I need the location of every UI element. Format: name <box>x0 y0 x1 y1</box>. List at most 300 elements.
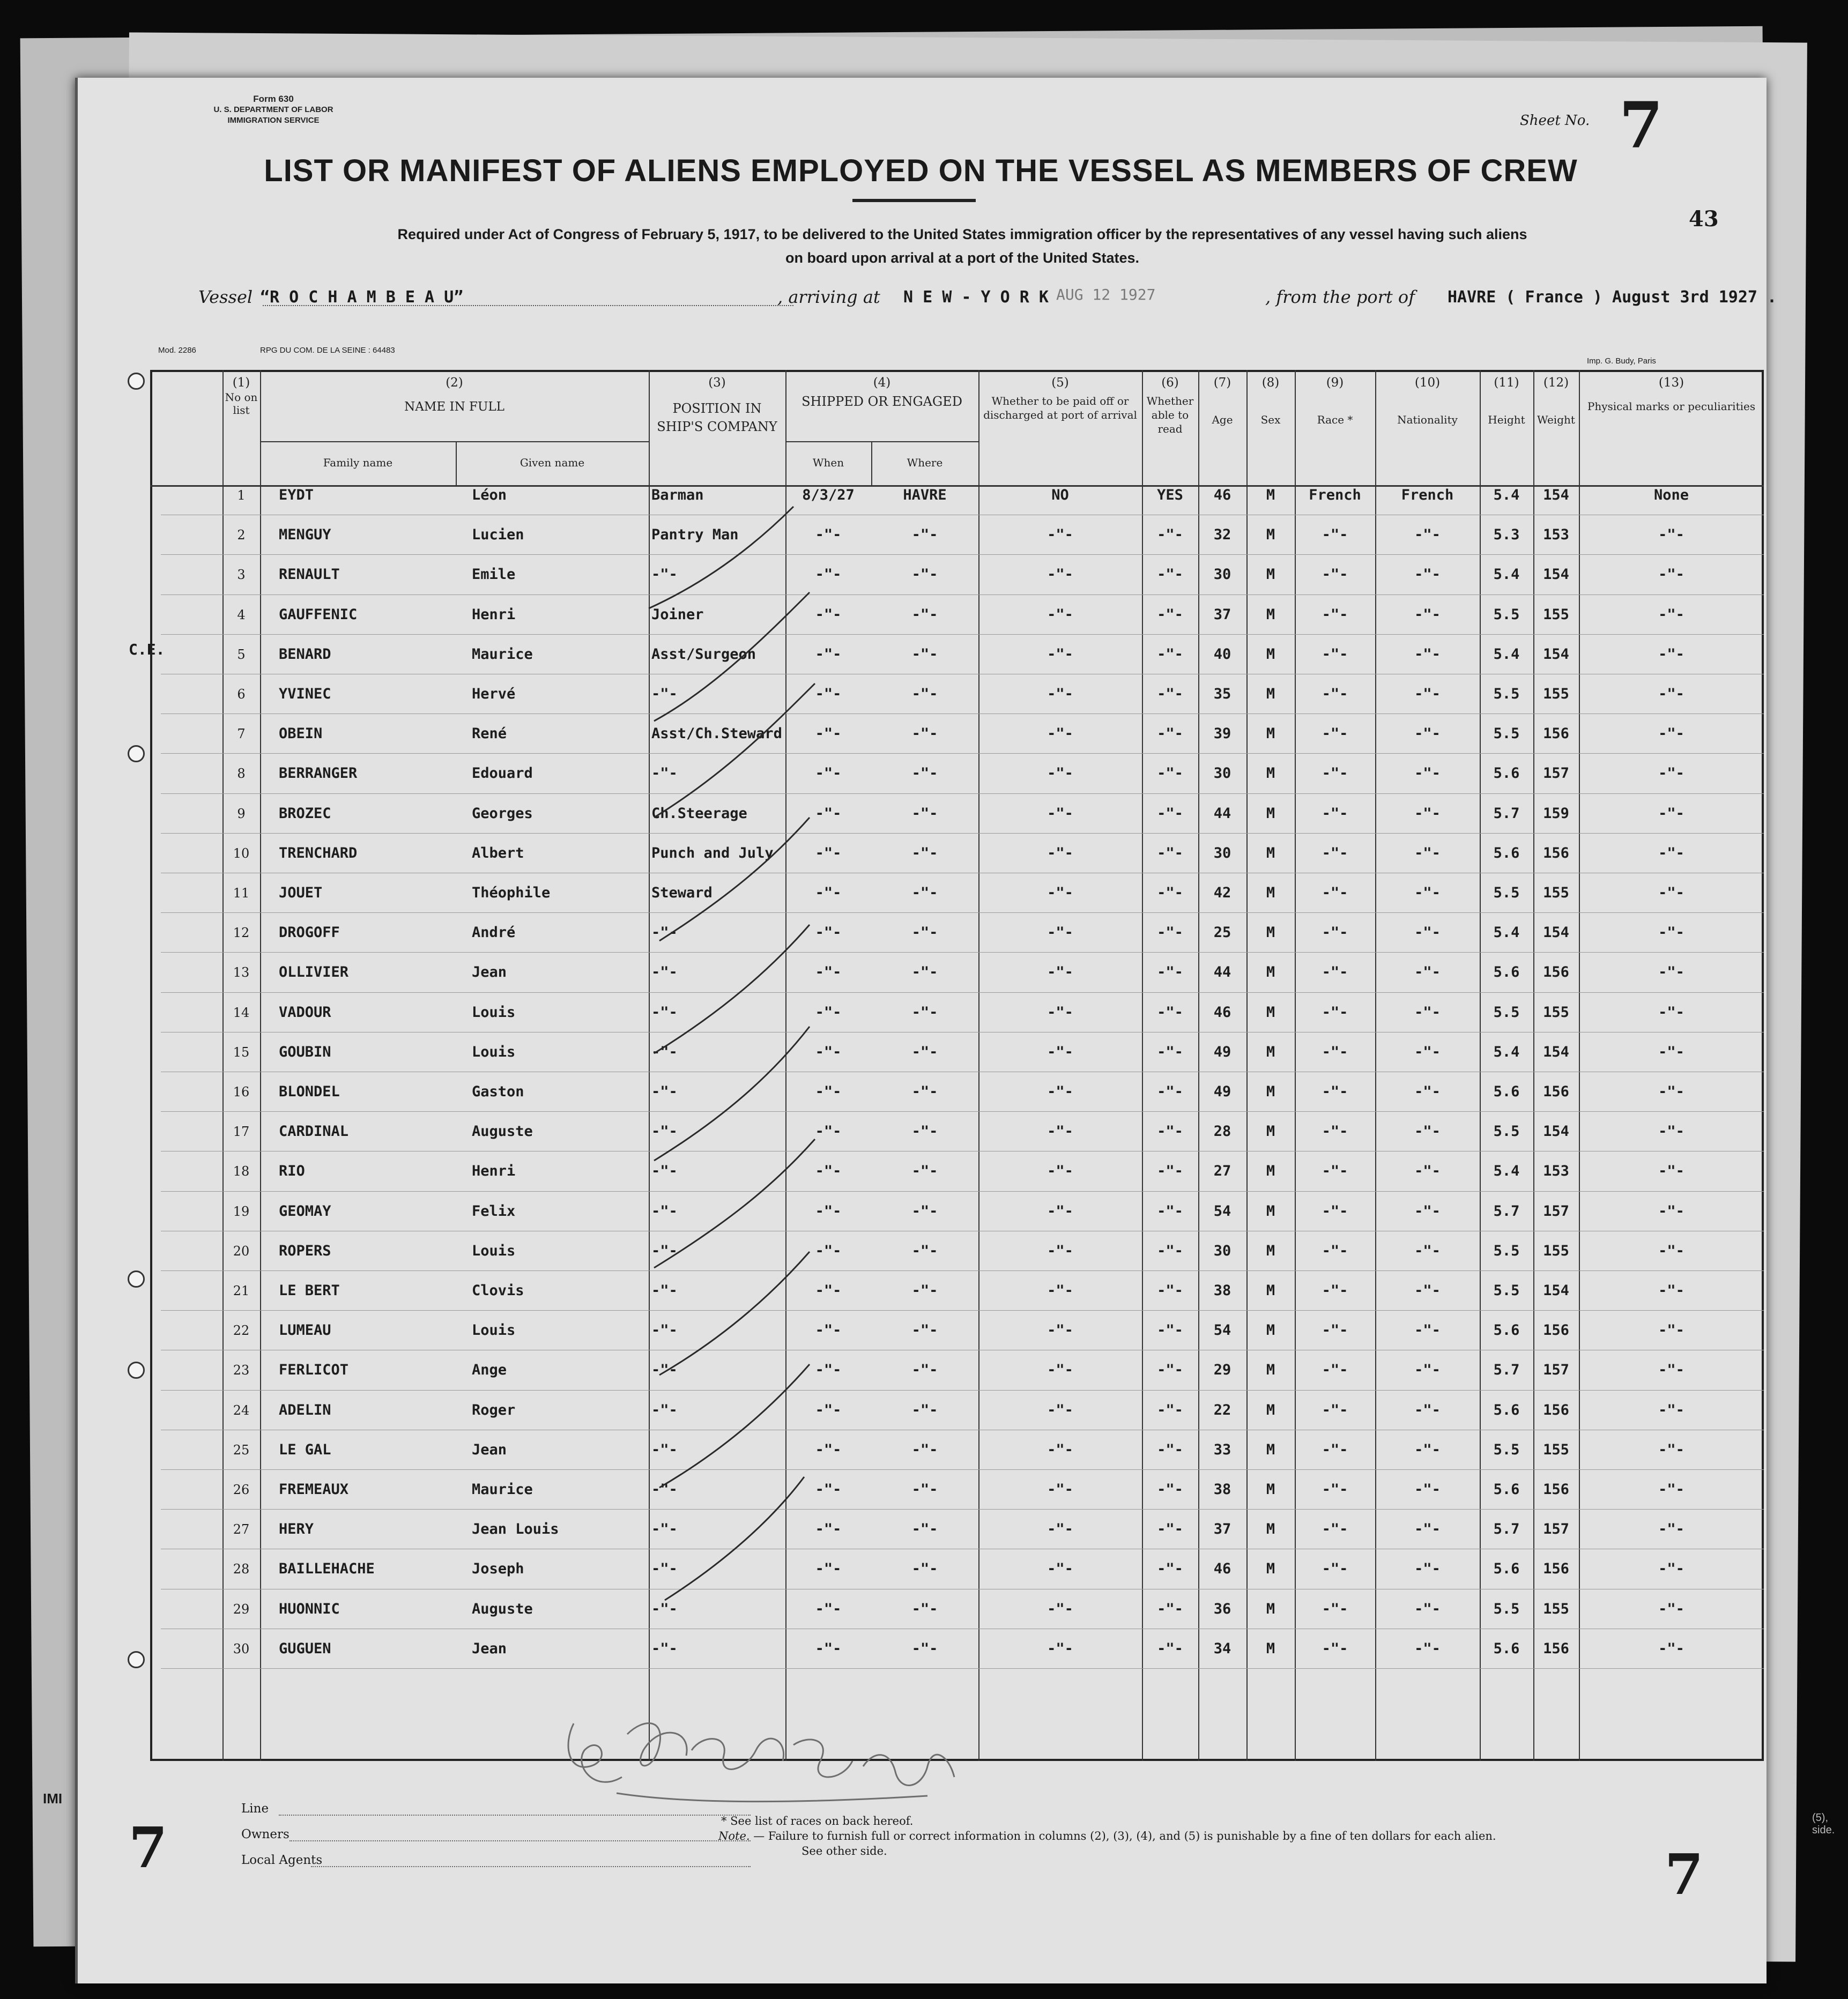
cell-shipped-when: -"- <box>815 1322 842 1339</box>
cell-family-name: HUONNIC <box>279 1600 340 1617</box>
cell-given-name: Louis <box>472 1043 516 1060</box>
header-shipped-label: SHIPPED OR ENGAGED <box>801 394 962 409</box>
check-stroke <box>659 1252 810 1375</box>
model-number: Mod. 2286 <box>158 346 196 355</box>
header-paid <box>978 375 1142 422</box>
cell-paid-off: -"- <box>1047 964 1073 981</box>
cell-physical-marks: -"- <box>1658 924 1684 941</box>
header-nationality-label: Nationality <box>1397 413 1458 426</box>
title-rule <box>852 199 976 202</box>
arriving-port: N E W - Y O R K <box>903 288 1049 307</box>
form-number: Form 630 <box>253 94 294 104</box>
cell-nationality: -"- <box>1414 1322 1441 1339</box>
cell-height: 5.6 <box>1493 844 1520 861</box>
cell-age: 22 <box>1213 1401 1231 1418</box>
cell-weight: 156 <box>1543 1322 1569 1339</box>
cell-weight: 155 <box>1543 885 1569 901</box>
cell-able-to-read: -"- <box>1157 765 1183 782</box>
cell-height: 5.7 <box>1493 1521 1520 1538</box>
cell-shipped-where: -"- <box>911 686 938 702</box>
vessel-dotted-line <box>263 290 793 306</box>
cell-shipped-where: -"- <box>911 924 938 941</box>
table-row <box>75 1032 1767 1072</box>
check-stroke <box>654 592 810 721</box>
cell-sex: M <box>1266 487 1275 503</box>
printer-name: Imp. G. Budy, Paris <box>1587 356 1656 366</box>
cell-able-to-read: -"- <box>1157 645 1183 663</box>
cell-nationality: -"- <box>1414 645 1441 663</box>
cell-age: 33 <box>1213 1441 1231 1458</box>
cell-position: -"- <box>651 566 678 583</box>
table-row <box>75 794 1767 834</box>
header-height-num: (11) <box>1494 376 1519 390</box>
cell-height: 5.3 <box>1493 526 1520 544</box>
check-stroke <box>654 1139 815 1268</box>
cell-position: -"- <box>651 1600 678 1617</box>
cell-race: -"- <box>1322 686 1348 702</box>
cell-shipped-when: 8/3/27 <box>802 487 855 503</box>
cell-family-name: GAUFFENIC <box>279 606 358 623</box>
header-no-label: No on list <box>225 391 258 417</box>
cell-sex: M <box>1266 844 1275 861</box>
cell-height: 5.5 <box>1493 606 1520 623</box>
cell-shipped-when: -"- <box>815 1043 842 1060</box>
cell-sex: M <box>1266 526 1275 544</box>
cell-sex: M <box>1266 1600 1275 1617</box>
from-port: HAVRE ( France ) August 3rd 1927 . <box>1448 288 1777 307</box>
cell-race: -"- <box>1322 1202 1348 1220</box>
cell-physical-marks: -"- <box>1658 1043 1684 1060</box>
cell-age: 40 <box>1213 645 1231 663</box>
check-stroke <box>659 818 810 941</box>
cell-shipped-where: -"- <box>911 765 938 782</box>
cell-weight: 157 <box>1543 1202 1569 1220</box>
cell-weight: 153 <box>1543 1163 1569 1180</box>
cell-shipped-when: -"- <box>815 1362 842 1379</box>
cell-height: 5.6 <box>1493 765 1520 782</box>
cell-race: -"- <box>1322 844 1348 861</box>
cell-shipped-when: -"- <box>815 964 842 981</box>
cell-shipped-where: -"- <box>911 566 938 583</box>
cell-row-number: 6 <box>237 687 246 702</box>
arrival-date-stamp: AUG 12 1927 <box>1056 286 1156 303</box>
table-row <box>75 913 1767 953</box>
sheet-number: 7 <box>1619 88 1664 162</box>
cell-able-to-read: -"- <box>1157 964 1183 981</box>
cell-shipped-where: -"- <box>911 805 938 822</box>
header-name <box>260 375 649 415</box>
cell-position: -"- <box>651 1401 678 1418</box>
cell-given-name: Joseph <box>472 1560 524 1578</box>
cell-paid-off: -"- <box>1047 645 1073 663</box>
cell-sex: M <box>1266 1640 1275 1657</box>
cell-row-number: 14 <box>233 1005 250 1020</box>
cell-paid-off: -"- <box>1047 566 1073 583</box>
cell-height: 5.6 <box>1493 1560 1520 1578</box>
cell-given-name: Louis <box>472 1004 516 1021</box>
cell-shipped-when: -"- <box>815 606 842 623</box>
table-row <box>75 714 1767 754</box>
cell-nationality: -"- <box>1414 566 1441 583</box>
cell-able-to-read: -"- <box>1157 686 1183 702</box>
cell-given-name: Georges <box>472 805 533 822</box>
header-age-num: (7) <box>1213 376 1231 390</box>
cell-shipped-when: -"- <box>815 1083 842 1100</box>
cell-family-name: LE BERT <box>279 1282 340 1299</box>
footer-line-field <box>279 1814 751 1816</box>
cell-age: 54 <box>1213 1322 1231 1339</box>
cell-race: -"- <box>1322 526 1348 544</box>
header-race-num: (9) <box>1326 376 1344 390</box>
cell-paid-off: -"- <box>1047 725 1073 742</box>
cell-shipped-when: -"- <box>815 1163 842 1180</box>
cell-race: -"- <box>1322 606 1348 623</box>
cell-row-number: 29 <box>233 1601 250 1617</box>
subtitle-line-2: on board upon arrival at a port of the United States. <box>785 250 1140 266</box>
cell-family-name: MENGUY <box>279 526 331 544</box>
cell-able-to-read: -"- <box>1157 1242 1183 1259</box>
table-row <box>75 873 1767 913</box>
cell-paid-off: -"- <box>1047 686 1073 702</box>
cell-family-name: YVINEC <box>279 686 331 702</box>
cell-physical-marks: -"- <box>1658 964 1684 981</box>
cell-height: 5.4 <box>1493 1043 1520 1060</box>
cell-able-to-read: -"- <box>1157 606 1183 623</box>
cell-weight: 156 <box>1543 1083 1569 1100</box>
footer-note-text: — Failure to furnish full or correct information in columns (2), (3), (4), and (5) is punishable by a fine of ten dollars for each alien. <box>753 1830 1496 1842</box>
cell-shipped-when: -"- <box>815 1401 842 1418</box>
cell-row-number: 25 <box>233 1442 250 1458</box>
cell-age: 28 <box>1213 1123 1231 1140</box>
cell-position: -"- <box>651 1282 678 1299</box>
document-title: LIST OR MANIFEST OF ALIENS EMPLOYED ON THE VESSEL AS MEMBERS OF CREW <box>264 153 1578 188</box>
cell-paid-off: -"- <box>1047 1043 1073 1060</box>
cell-weight: 159 <box>1543 805 1569 822</box>
table-row <box>75 475 1767 515</box>
table-row <box>75 1192 1767 1231</box>
cell-row-number: 26 <box>233 1482 250 1497</box>
footer-agents-field <box>311 1865 751 1867</box>
cell-sex: M <box>1266 1202 1275 1220</box>
table-row <box>75 1430 1767 1470</box>
cell-row-number: 28 <box>233 1562 250 1577</box>
cell-paid-off: -"- <box>1047 1481 1073 1498</box>
cell-nationality: -"- <box>1414 1123 1441 1140</box>
table-row <box>75 1350 1767 1390</box>
header-where: Where <box>907 456 943 469</box>
cell-given-name: Albert <box>472 844 524 861</box>
table-row <box>75 635 1767 674</box>
cell-given-name: Maurice <box>472 1481 533 1498</box>
sheet-label: Sheet No. <box>1520 113 1590 129</box>
cell-age: 30 <box>1213 765 1231 782</box>
cell-nationality: -"- <box>1414 1282 1441 1299</box>
cell-physical-marks: -"- <box>1658 1322 1684 1339</box>
cell-nationality: -"- <box>1414 805 1441 822</box>
header-nationality <box>1375 375 1480 428</box>
cell-given-name: Jean <box>472 1441 507 1458</box>
cell-age: 27 <box>1213 1163 1231 1180</box>
cell-physical-marks: -"- <box>1658 1481 1684 1498</box>
cell-height: 5.5 <box>1493 1242 1520 1259</box>
cell-race: -"- <box>1322 725 1348 742</box>
footer-line-label: Line <box>241 1802 269 1816</box>
from-label: , from the port of <box>1265 287 1415 307</box>
vessel-label: Vessel <box>198 287 253 307</box>
cell-height: 5.5 <box>1493 1123 1520 1140</box>
table-row <box>75 1629 1767 1669</box>
table-row <box>75 1391 1767 1430</box>
cell-sex: M <box>1266 1401 1275 1418</box>
check-stroke <box>654 1027 810 1161</box>
header-read-num: (6) <box>1161 376 1179 390</box>
header-position <box>649 375 785 436</box>
cell-race: -"- <box>1322 1401 1348 1418</box>
cell-family-name: ROPERS <box>279 1242 331 1259</box>
cell-row-number: 9 <box>237 806 246 821</box>
header-marks <box>1579 375 1764 413</box>
table-row <box>75 1231 1767 1271</box>
cell-given-name: Emile <box>472 566 516 583</box>
cell-sex: M <box>1266 964 1275 981</box>
cell-race: -"- <box>1322 1560 1348 1578</box>
sheet-number-bottom-left: 7 <box>129 1815 168 1881</box>
cell-race: -"- <box>1322 1441 1348 1458</box>
header-position-num: (3) <box>708 376 726 390</box>
cell-weight: 154 <box>1543 1123 1569 1140</box>
cell-row-number: 22 <box>233 1323 250 1339</box>
cell-weight: 156 <box>1543 964 1569 981</box>
cell-position: Ch.Steerage <box>651 805 747 822</box>
cell-nationality: -"- <box>1414 885 1441 901</box>
cell-physical-marks: -"- <box>1658 885 1684 901</box>
cell-shipped-where: -"- <box>911 1401 938 1418</box>
cell-paid-off: -"- <box>1047 1242 1073 1259</box>
cell-family-name: FERLICOT <box>279 1362 349 1379</box>
cell-age: 49 <box>1213 1083 1231 1100</box>
cell-nationality: -"- <box>1414 1521 1441 1538</box>
cell-family-name: EYDT <box>279 487 314 503</box>
cell-weight: 155 <box>1543 686 1569 702</box>
check-marks <box>633 496 911 1675</box>
cell-shipped-where: -"- <box>911 1202 938 1220</box>
cell-nationality: -"- <box>1414 1600 1441 1617</box>
cell-row-number: 17 <box>233 1124 250 1140</box>
cell-height: 5.6 <box>1493 1083 1520 1100</box>
table-row <box>75 953 1767 992</box>
cell-race: -"- <box>1322 885 1348 901</box>
cell-race: -"- <box>1322 1322 1348 1339</box>
cell-family-name: BLONDEL <box>279 1083 340 1100</box>
cell-paid-off: NO <box>1051 487 1069 503</box>
cell-family-name: LUMEAU <box>279 1322 331 1339</box>
department: U. S. DEPARTMENT OF LABOR <box>213 105 333 114</box>
cell-position: Joiner <box>651 606 704 623</box>
header-weight <box>1533 375 1579 428</box>
cell-weight: 156 <box>1543 844 1569 861</box>
cell-age: 36 <box>1213 1600 1231 1617</box>
cell-shipped-when: -"- <box>815 1560 842 1578</box>
cell-able-to-read: -"- <box>1157 1004 1183 1021</box>
cell-height: 5.6 <box>1493 1322 1520 1339</box>
cell-given-name: Louis <box>472 1242 516 1259</box>
cell-physical-marks: -"- <box>1658 1163 1684 1180</box>
cell-family-name: GOUBIN <box>279 1043 331 1060</box>
cell-given-name: Auguste <box>472 1600 533 1617</box>
cell-family-name: OBEIN <box>279 725 323 742</box>
cell-age: 30 <box>1213 1242 1231 1259</box>
table-row <box>75 754 1767 793</box>
cell-shipped-when: -"- <box>815 1282 842 1299</box>
cell-physical-marks: -"- <box>1658 1401 1684 1418</box>
subtitle-line-1: Required under Act of Congress of February 5, 1917, to be delivered to the United States immigration officer by the representatives of any vessel having such aliens <box>397 226 1527 242</box>
footer-see-other-side: See other side. <box>801 1845 887 1857</box>
cell-age: 29 <box>1213 1362 1231 1379</box>
cell-paid-off: -"- <box>1047 606 1073 623</box>
cell-sex: M <box>1266 725 1275 742</box>
cell-shipped-when: -"- <box>815 1521 842 1538</box>
cell-height: 5.5 <box>1493 1004 1520 1021</box>
cell-sex: M <box>1266 1043 1275 1060</box>
cell-age: 54 <box>1213 1202 1231 1220</box>
cell-given-name: Maurice <box>472 645 533 663</box>
cell-race: -"- <box>1322 1521 1348 1538</box>
header-when: When <box>812 456 844 469</box>
cell-shipped-where: -"- <box>911 1282 938 1299</box>
cell-race: -"- <box>1322 1640 1348 1657</box>
cell-shipped-where: -"- <box>911 885 938 901</box>
footer-note-fine <box>718 1829 1496 1844</box>
cell-weight: 155 <box>1543 1600 1569 1617</box>
check-stroke <box>659 1364 810 1488</box>
cell-weight: 156 <box>1543 1640 1569 1657</box>
cell-able-to-read: -"- <box>1157 725 1183 742</box>
cell-height: 5.7 <box>1493 1202 1520 1220</box>
cell-paid-off: -"- <box>1047 1163 1073 1180</box>
header-given: Given name <box>519 456 585 469</box>
header-shipped <box>785 375 978 410</box>
cell-nationality: -"- <box>1414 1242 1441 1259</box>
cell-physical-marks: -"- <box>1658 805 1684 822</box>
cell-height: 5.4 <box>1493 566 1520 583</box>
cell-shipped-where: -"- <box>911 1481 938 1498</box>
cell-able-to-read: -"- <box>1157 1441 1183 1458</box>
table-row <box>75 1271 1767 1311</box>
cell-height: 5.4 <box>1493 487 1520 503</box>
cell-able-to-read: -"- <box>1157 805 1183 822</box>
cell-physical-marks: -"- <box>1658 1640 1684 1657</box>
cell-physical-marks: -"- <box>1658 686 1684 702</box>
cell-shipped-when: -"- <box>815 645 842 663</box>
cell-physical-marks: -"- <box>1658 1123 1684 1140</box>
cell-age: 44 <box>1213 964 1231 981</box>
cell-shipped-where: -"- <box>911 1441 938 1458</box>
cell-able-to-read: -"- <box>1157 1401 1183 1418</box>
cell-sex: M <box>1266 566 1275 583</box>
cell-paid-off: -"- <box>1047 1441 1073 1458</box>
cell-family-name: RENAULT <box>279 566 340 583</box>
table-row <box>75 515 1767 555</box>
cell-row-number: 5 <box>237 646 246 662</box>
cell-paid-off: -"- <box>1047 1083 1073 1100</box>
header-position-label: POSITION IN SHIP'S COMPANY <box>657 401 777 434</box>
cell-shipped-where: -"- <box>911 1362 938 1379</box>
cell-row-number: 8 <box>237 766 246 782</box>
cell-physical-marks: -"- <box>1658 645 1684 663</box>
cell-shipped-where: -"- <box>911 844 938 861</box>
header-paid-num: (5) <box>1051 376 1069 390</box>
cell-sex: M <box>1266 1560 1275 1578</box>
cell-weight: 154 <box>1543 1282 1569 1299</box>
cell-physical-marks: -"- <box>1658 725 1684 742</box>
service: IMMIGRATION SERVICE <box>227 116 320 125</box>
cell-nationality: -"- <box>1414 1202 1441 1220</box>
cell-physical-marks: -"- <box>1658 1441 1684 1458</box>
cell-nationality: -"- <box>1414 844 1441 861</box>
cell-given-name: Lucien <box>472 526 524 544</box>
cell-able-to-read: -"- <box>1157 566 1183 583</box>
cell-position: -"- <box>651 1441 678 1458</box>
cell-shipped-when: -"- <box>815 924 842 941</box>
cell-physical-marks: -"- <box>1658 566 1684 583</box>
header-read-label: Whether able to read <box>1146 395 1194 435</box>
cell-able-to-read: -"- <box>1157 1202 1183 1220</box>
cell-weight: 154 <box>1543 924 1569 941</box>
cell-weight: 154 <box>1543 645 1569 663</box>
cell-nationality: -"- <box>1414 1004 1441 1021</box>
table-row <box>75 595 1767 635</box>
cell-height: 5.6 <box>1493 1481 1520 1498</box>
table-row <box>75 1510 1767 1549</box>
cell-given-name: Edouard <box>472 765 533 782</box>
cell-row-number: 4 <box>237 607 246 622</box>
cell-nationality: -"- <box>1414 1640 1441 1657</box>
cell-given-name: Jean <box>472 964 507 981</box>
cell-able-to-read: -"- <box>1157 885 1183 901</box>
cell-given-name: Hervé <box>472 686 516 702</box>
cell-race: -"- <box>1322 1123 1348 1140</box>
cell-position: Barman <box>651 487 704 503</box>
header-race-label: Race * <box>1317 413 1353 426</box>
cell-row-number: 2 <box>237 527 246 543</box>
document-subtitle <box>172 222 1753 270</box>
cell-paid-off: -"- <box>1047 1600 1073 1617</box>
footer-note-races: * See list of races on back hereof. <box>721 1815 914 1827</box>
header-family: Family name <box>323 456 393 469</box>
header-height-label: Height <box>1488 413 1525 426</box>
table-row <box>75 993 1767 1032</box>
cell-given-name: Gaston <box>472 1083 524 1100</box>
cell-nationality: -"- <box>1414 1560 1441 1578</box>
cell-weight: 155 <box>1543 1242 1569 1259</box>
cell-given-name: Roger <box>472 1401 516 1418</box>
cell-physical-marks: -"- <box>1658 1521 1684 1538</box>
header-race <box>1295 375 1375 428</box>
header-divider <box>785 441 978 442</box>
cell-able-to-read: -"- <box>1157 1163 1183 1180</box>
cell-family-name: ADELIN <box>279 1401 331 1418</box>
cell-age: 32 <box>1213 526 1231 544</box>
cell-row-number: 16 <box>233 1084 250 1099</box>
right-margin-text: (5), side. <box>1812 1812 1835 1836</box>
table-row <box>75 1549 1767 1589</box>
cell-shipped-where: -"- <box>911 1600 938 1617</box>
cell-shipped-where: -"- <box>911 725 938 742</box>
header-age-label: Age <box>1212 413 1233 426</box>
cell-shipped-where: -"- <box>911 526 938 544</box>
cell-family-name: LE GAL <box>279 1441 331 1458</box>
cell-height: 5.7 <box>1493 1362 1520 1379</box>
